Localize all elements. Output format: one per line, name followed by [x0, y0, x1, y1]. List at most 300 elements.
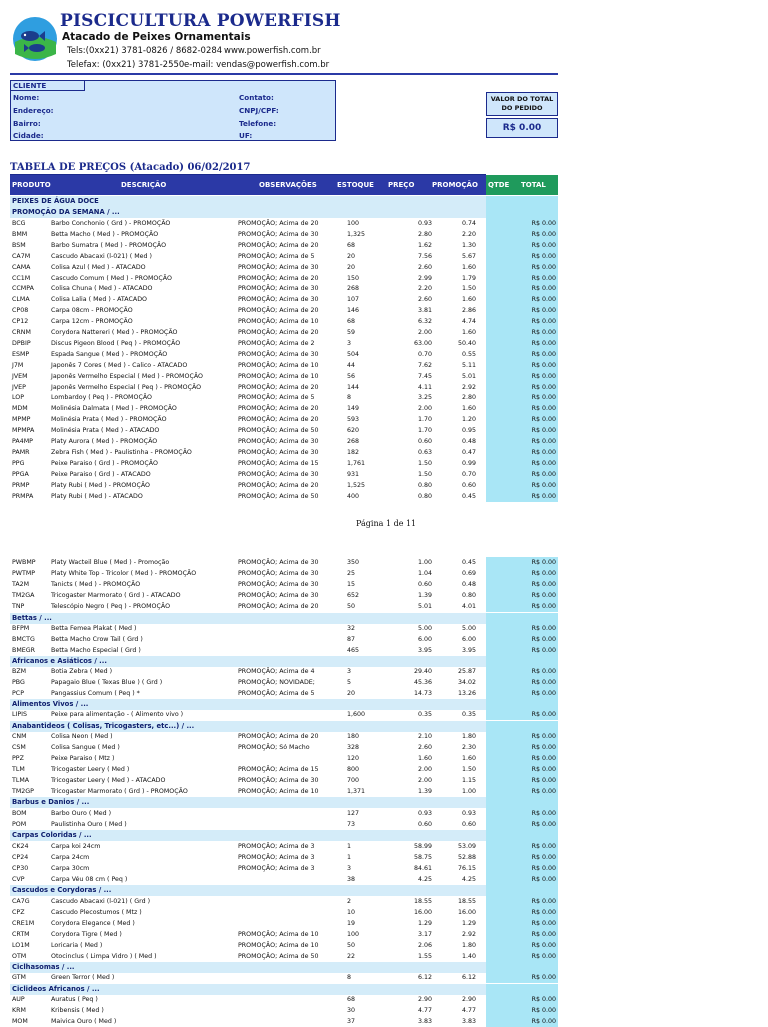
product-price: 2.00 — [417, 329, 432, 336]
product-code: PA4MP — [12, 438, 33, 445]
product-price: 0.93 — [417, 810, 432, 817]
product-stock: 50 — [347, 602, 356, 610]
product-promo-price: 1.80 — [461, 941, 476, 949]
qtde-input[interactable] — [486, 742, 524, 753]
product-code: PCP — [12, 689, 24, 697]
product-total: R$ 0.00 — [531, 361, 556, 369]
product-promo-price: 2.20 — [461, 230, 476, 238]
product-stock: 504 — [347, 350, 360, 358]
qtde-input[interactable] — [486, 688, 524, 699]
product-stock: 107 — [347, 296, 360, 304]
product-price: 29.40 — [413, 668, 432, 675]
section-title: Carpas Coloridas / ... — [12, 831, 92, 839]
product-observations: PROMOÇÃO; Só Macho — [238, 743, 310, 751]
product-code: PRMP — [12, 481, 30, 489]
product-promo-price: 50.40 — [457, 339, 476, 347]
product-stock: 50 — [347, 941, 356, 949]
table-row — [10, 229, 558, 240]
product-code: CSM — [12, 743, 26, 751]
product-code: PAMR — [12, 448, 30, 456]
product-description: Peixe Paraiso ( Grd ) - PROMOÇÃO — [51, 459, 158, 467]
product-price: 18.55 — [413, 898, 432, 905]
qtde-input[interactable] — [486, 623, 524, 634]
table-row — [10, 929, 558, 940]
product-code: LIPIS — [12, 711, 28, 718]
qtde-input[interactable] — [486, 731, 524, 742]
qtde-input[interactable] — [486, 327, 524, 338]
product-observations: PROMOÇÃO; Acima de 30 — [238, 569, 319, 577]
product-observations: PROMOÇÃO; Acima de 30 — [238, 470, 319, 478]
qtde-input[interactable] — [486, 382, 524, 393]
product-code: JVEM — [12, 372, 28, 380]
qtde-input[interactable] — [486, 316, 524, 327]
product-description: Corydora Tigre ( Med ) — [51, 930, 122, 938]
product-description: Betta Macho Especial ( Grd ) — [51, 646, 141, 654]
product-total: R$ 0.00 — [531, 230, 556, 238]
category-label: PEIXES DE ÁGUA DOCE — [12, 197, 99, 205]
table-row — [10, 1016, 558, 1027]
product-promo-price: 2.30 — [461, 743, 476, 751]
qtde-input[interactable] — [486, 918, 524, 929]
product-stock: 350 — [347, 559, 360, 566]
product-total: R$ 0.00 — [531, 1006, 556, 1014]
header-divider — [10, 73, 558, 75]
product-observations: PROMOÇÃO; Acima de 30 — [238, 438, 319, 445]
product-total: R$ 0.00 — [531, 372, 556, 380]
product-promo-price: 53.09 — [457, 843, 476, 850]
product-description: Peixe Paraiso ( Grd ) - ATACADO — [51, 470, 151, 478]
product-promo-price: 34.02 — [457, 678, 476, 686]
product-total: R$ 0.00 — [531, 843, 556, 850]
qtde-input[interactable] — [486, 262, 524, 273]
product-observations: PROMOÇÃO; Acima de 10 — [238, 787, 319, 795]
product-price: 0.60 — [417, 580, 432, 588]
product-promo-price: 0.35 — [461, 711, 476, 718]
product-price: 7.56 — [417, 252, 432, 260]
qtde-input[interactable] — [486, 229, 524, 240]
product-code: LO1M — [12, 941, 30, 949]
product-total: R$ 0.00 — [531, 711, 556, 718]
product-total: R$ 0.00 — [531, 220, 556, 227]
product-promo-price: 3.95 — [461, 646, 476, 654]
product-total: R$ 0.00 — [531, 635, 556, 643]
product-price: 1.39 — [417, 591, 432, 599]
product-code: BMCTG — [12, 635, 35, 643]
qtde-input[interactable] — [486, 808, 524, 819]
company-name: PISCICULTURA POWERFISH — [60, 11, 341, 31]
qtde-input[interactable] — [486, 590, 524, 601]
product-promo-price: 0.48 — [461, 438, 476, 445]
product-description: Papagaio Blue ( Texas Blue ) ( Grd ) — [51, 678, 163, 686]
product-promo-price: 0.60 — [461, 481, 476, 489]
qtde-input[interactable] — [486, 874, 524, 885]
table-row — [10, 764, 558, 775]
table-row — [10, 677, 558, 688]
product-price: 63.00 — [413, 339, 432, 347]
table-row — [10, 294, 558, 305]
product-code: CRNM — [12, 329, 31, 336]
qtde-input[interactable] — [486, 601, 524, 612]
product-price: 6.00 — [417, 635, 432, 643]
product-price: 1.04 — [417, 569, 432, 577]
product-stock: 22 — [347, 952, 356, 960]
product-observations: PROMOÇÃO; Acima de 4 — [238, 668, 315, 675]
product-code: CA7G — [12, 898, 30, 905]
product-code: GTM — [12, 974, 26, 981]
section-header — [10, 830, 558, 841]
product-code: CRE1M — [12, 919, 35, 927]
product-code: CPZ — [12, 908, 25, 916]
product-observations: PROMOÇÃO; Acima de 5 — [238, 394, 315, 402]
product-total: R$ 0.00 — [531, 1017, 556, 1025]
product-stock: 32 — [347, 625, 356, 632]
product-observations: PROMOÇÃO; Acima de 30 — [238, 296, 319, 304]
product-description: Lombardoy ( Peq ) - PROMOÇÃO — [51, 394, 152, 402]
product-description: Colisa Azul ( Med ) - ATACADO — [51, 263, 146, 271]
table-row — [10, 240, 558, 251]
table-row — [10, 557, 558, 568]
product-description: Colisa Chuna ( Med ) - ATACADO — [51, 285, 153, 293]
product-description: Cascudo Abacaxi (l-021) ( Med ) — [51, 252, 152, 260]
product-observations: PROMOÇÃO; Acima de 30 — [238, 559, 319, 566]
table-row — [10, 1005, 558, 1016]
product-promo-price: 0.48 — [461, 580, 476, 588]
product-promo-price: 1.60 — [461, 405, 476, 413]
product-observations: PROMOÇÃO; Acima de 50 — [238, 427, 319, 435]
product-stock: 1 — [347, 843, 352, 850]
product-promo-price: 6.12 — [461, 974, 476, 981]
product-code: CK24 — [12, 843, 29, 850]
qtde-input[interactable] — [486, 403, 524, 414]
table-row — [10, 896, 558, 907]
qtde-input[interactable] — [486, 645, 524, 656]
product-description: Zebra Fish ( Med ) - Paulistinha - PROMOÇÃO — [51, 448, 192, 456]
product-description: Platy Rubi ( Med ) - PROMOÇÃO — [51, 481, 150, 489]
qtde-input[interactable] — [486, 841, 524, 852]
qtde-input[interactable] — [486, 458, 524, 469]
product-price: 1.55 — [417, 952, 432, 960]
product-observations: PROMOÇÃO; Acima de 30 — [238, 591, 319, 599]
product-stock: 20 — [347, 252, 356, 260]
product-stock: 593 — [347, 416, 360, 424]
qtde-input[interactable] — [486, 436, 524, 447]
product-code: MDM — [12, 405, 28, 413]
col-observacoes: OBSERVAÇÕES — [259, 181, 317, 189]
qtde-input[interactable] — [486, 491, 524, 502]
product-stock: 8 — [347, 394, 352, 402]
product-price: 0.80 — [417, 481, 432, 489]
product-price: 2.99 — [417, 274, 432, 282]
product-description: Peixe para alimentação - ( Alimento vivo ) — [51, 711, 184, 718]
product-price: 2.00 — [417, 765, 432, 773]
product-description: Botia Zebra ( Med ) — [51, 668, 113, 675]
product-observations: PROMOÇÃO; Acima de 3 — [238, 864, 315, 872]
qtde-input[interactable] — [486, 414, 524, 425]
product-code: J7M — [12, 361, 24, 369]
company-phones: Tels:(0xx21) 3781-0826 / 8682-0284 — [67, 46, 223, 56]
product-stock: 3 — [347, 864, 352, 872]
product-price: 4.11 — [417, 383, 432, 391]
qtde-input[interactable] — [486, 447, 524, 458]
product-total: R$ 0.00 — [531, 285, 556, 293]
section-title: Ciclideos Africanos / ... — [12, 985, 100, 993]
product-description: Colisa Lalia ( Med ) - ATACADO — [51, 296, 147, 304]
qtde-input[interactable] — [486, 677, 524, 688]
product-observations: PROMOÇÃO; Acima de 20 — [238, 307, 319, 315]
product-description: Maivica Ouro ( Med ) — [51, 1017, 117, 1025]
product-promo-price: 0.45 — [461, 492, 476, 500]
product-total: R$ 0.00 — [531, 941, 556, 949]
qtde-input[interactable] — [486, 775, 524, 786]
product-description: Barbo Ouro ( Med ) — [51, 810, 112, 817]
product-promo-price: 4.25 — [461, 875, 476, 883]
product-description: Pangassius Comum ( Peq ) * — [51, 689, 140, 697]
product-code: AUP — [12, 996, 25, 1003]
product-promo-price: 1.50 — [461, 765, 476, 773]
qtde-input[interactable] — [486, 557, 524, 568]
product-code: DPBIP — [12, 339, 31, 347]
qtde-input[interactable] — [486, 753, 524, 764]
product-code: CP12 — [12, 318, 29, 326]
product-total: R$ 0.00 — [531, 274, 556, 282]
product-description: Platy Wacteil Blue ( Med ) - Promoção — [51, 559, 170, 566]
qtde-input[interactable] — [486, 972, 524, 983]
table-row — [10, 775, 558, 786]
table-row — [10, 403, 558, 414]
product-price: 14.73 — [413, 689, 432, 697]
product-price: 0.80 — [417, 492, 432, 500]
product-code: TLM — [12, 765, 25, 773]
product-stock: 2 — [347, 898, 352, 905]
qtde-input[interactable] — [486, 392, 524, 403]
product-total: R$ 0.00 — [531, 263, 556, 271]
product-code: PPGA — [12, 470, 29, 478]
qtde-input[interactable] — [486, 852, 524, 863]
product-description: Barbo Conchonio ( Grd ) - PROMOÇÃO — [51, 220, 171, 227]
product-code: CAMA — [12, 263, 31, 271]
product-total: R$ 0.00 — [531, 318, 556, 326]
table-row — [10, 349, 558, 360]
product-promo-price: 0.80 — [461, 591, 476, 599]
product-code: PPZ — [12, 754, 24, 762]
product-total: R$ 0.00 — [531, 350, 556, 358]
qtde-input[interactable] — [486, 929, 524, 940]
product-observations: PROMOÇÃO; Acima de 20 — [238, 329, 319, 336]
company-website: www.powerfish.com.br — [224, 46, 321, 56]
product-code: OTM — [12, 952, 27, 960]
qtde-input[interactable] — [486, 251, 524, 262]
table-row — [10, 994, 558, 1005]
qtde-input[interactable] — [486, 579, 524, 590]
product-promo-price: 1.29 — [461, 919, 476, 927]
product-code: JVEP — [12, 383, 26, 391]
product-stock: 180 — [347, 733, 360, 740]
product-observations: PROMOÇÃO; Acima de 30 — [238, 580, 319, 588]
product-promo-price: 0.69 — [461, 569, 476, 577]
product-total: R$ 0.00 — [531, 383, 556, 391]
table-row — [10, 601, 558, 612]
product-description: Auratus ( Peq ) — [51, 996, 98, 1003]
table-row — [10, 447, 558, 458]
qtde-input[interactable] — [486, 218, 524, 229]
product-description: Tricogaster Leery ( Med ) — [51, 765, 130, 773]
table-row — [10, 382, 558, 393]
qtde-input[interactable] — [486, 568, 524, 579]
product-stock: 30 — [347, 1006, 356, 1014]
product-code: PBG — [12, 678, 25, 686]
product-total: R$ 0.00 — [531, 559, 556, 566]
qtde-input[interactable] — [486, 666, 524, 677]
product-code: CVP — [12, 875, 25, 883]
product-stock: 100 — [347, 930, 360, 938]
product-total: R$ 0.00 — [531, 974, 556, 981]
product-description: Colisa Neon ( Med ) — [51, 733, 113, 740]
product-observations: PROMOÇÃO; Acima de 5 — [238, 252, 315, 260]
product-observations: PROMOÇÃO; Acima de 20 — [238, 241, 319, 249]
product-code: TM2GP — [12, 787, 34, 795]
qtde-input[interactable] — [486, 764, 524, 775]
client-uf-label: UF: — [239, 131, 253, 140]
table-row — [10, 863, 558, 874]
client-contato-label: Contato: — [239, 93, 274, 102]
qtde-input[interactable] — [486, 634, 524, 645]
product-total: R$ 0.00 — [531, 405, 556, 413]
order-total-value: R$ 0.00 — [486, 118, 558, 138]
table-row — [10, 951, 558, 962]
qtde-input[interactable] — [486, 896, 524, 907]
qtde-input[interactable] — [486, 1016, 524, 1027]
product-description: Betta Femea Plakat ( Med ) — [51, 625, 137, 632]
product-stock: 652 — [347, 591, 360, 599]
qtde-input[interactable] — [486, 425, 524, 436]
qtde-input[interactable] — [486, 283, 524, 294]
qtde-input[interactable] — [486, 940, 524, 951]
qtde-input[interactable] — [486, 1005, 524, 1016]
product-description: Betta Macho ( Med ) - PROMOÇÃO — [51, 230, 159, 238]
product-total: R$ 0.00 — [531, 470, 556, 478]
product-stock: 1,525 — [347, 481, 366, 489]
product-code: CLMA — [12, 296, 30, 304]
product-stock: 38 — [347, 875, 356, 883]
product-price: 58.75 — [413, 853, 432, 861]
client-telefone-label: Telefone: — [239, 119, 277, 128]
col-preco: PREÇO — [388, 181, 415, 189]
product-description: Molinésia Prata ( Med ) - ATACADO — [51, 427, 160, 435]
product-price: 0.70 — [417, 350, 432, 358]
table-row — [10, 907, 558, 918]
qtde-input[interactable] — [486, 360, 524, 371]
product-stock: 1,600 — [347, 711, 366, 718]
product-total: R$ 0.00 — [531, 492, 556, 500]
product-stock: 87 — [347, 635, 356, 643]
qtde-input[interactable] — [486, 480, 524, 491]
table-row — [10, 808, 558, 819]
product-stock: 44 — [347, 361, 356, 369]
qtde-input[interactable] — [486, 819, 524, 830]
product-stock: 127 — [347, 810, 360, 817]
qtde-input[interactable] — [486, 951, 524, 962]
product-total: R$ 0.00 — [531, 591, 556, 599]
product-stock: 1 — [347, 853, 352, 861]
qtde-input[interactable] — [486, 349, 524, 360]
product-promo-price: 4.77 — [461, 1006, 476, 1014]
product-description: Otocinclus ( Limpa Vidro ) ( Med ) — [51, 952, 157, 960]
qtde-input[interactable] — [486, 907, 524, 918]
product-total: R$ 0.00 — [531, 459, 556, 467]
product-promo-price: 1.00 — [461, 787, 476, 795]
product-code: LOP — [12, 394, 25, 402]
product-total: R$ 0.00 — [531, 875, 556, 883]
product-code: BCG — [12, 220, 26, 227]
product-code: CA7M — [12, 252, 31, 260]
qtde-input[interactable] — [486, 338, 524, 349]
product-price: 1.70 — [417, 416, 432, 424]
qtde-input[interactable] — [486, 863, 524, 874]
product-total: R$ 0.00 — [531, 765, 556, 773]
product-promo-price: 1.20 — [461, 416, 476, 424]
product-description: Colisa Sangue ( Med ) — [51, 743, 120, 751]
price-table-title: TABELA DE PREÇOS (Atacado) 06/02/2017 — [10, 162, 251, 173]
product-stock: 182 — [347, 448, 360, 456]
product-promo-price: 2.92 — [461, 383, 476, 391]
product-code: BMM — [12, 230, 28, 238]
product-observations: PROMOÇÃO; Acima de 30 — [238, 285, 319, 293]
product-total: R$ 0.00 — [531, 394, 556, 402]
section-title: PROMOÇÃO DA SEMANA / ... — [12, 208, 120, 216]
product-price: 7.62 — [417, 361, 432, 369]
product-price: 3.17 — [417, 930, 432, 938]
product-description: Corydora Elegance ( Med ) — [51, 919, 135, 927]
qtde-input[interactable] — [486, 994, 524, 1005]
table-row — [10, 568, 558, 579]
client-cnpj-label: CNPJ/CPF: — [239, 106, 279, 115]
table-row — [10, 425, 558, 436]
table-row — [10, 874, 558, 885]
table-row — [10, 972, 558, 983]
qtde-input[interactable] — [486, 273, 524, 284]
product-price: 6.12 — [417, 974, 432, 981]
product-price: 2.00 — [417, 405, 432, 413]
qtde-input[interactable] — [486, 786, 524, 797]
product-price: 0.63 — [417, 448, 432, 456]
table-row — [10, 742, 558, 753]
product-promo-price: 2.92 — [461, 930, 476, 938]
qtde-input[interactable] — [486, 305, 524, 316]
product-promo-price: 2.90 — [461, 996, 476, 1003]
product-promo-price: 1.79 — [461, 274, 476, 282]
product-total: R$ 0.00 — [531, 339, 556, 347]
qtde-input[interactable] — [486, 294, 524, 305]
table-row — [10, 688, 558, 699]
table-row — [10, 251, 558, 262]
section-title: Cascudos e Corydoras / ... — [12, 886, 112, 894]
qtde-input[interactable] — [486, 469, 524, 480]
qtde-input[interactable] — [486, 709, 524, 720]
product-stock: 100 — [347, 220, 360, 227]
table-row — [10, 371, 558, 382]
qtde-input[interactable] — [486, 240, 524, 251]
product-observations: PROMOÇÃO; Acima de 10 — [238, 941, 319, 949]
product-code: CRTM — [12, 930, 30, 938]
table-row — [10, 458, 558, 469]
product-observations: PROMOÇÃO; Acima de 10 — [238, 930, 319, 938]
product-total: R$ 0.00 — [531, 754, 556, 762]
product-description: Kribensis ( Med ) — [51, 1006, 104, 1014]
product-code: TNP — [12, 602, 25, 610]
product-stock: 800 — [347, 765, 360, 773]
client-nome-label: Nome: — [13, 93, 40, 102]
qtde-input[interactable] — [486, 371, 524, 382]
